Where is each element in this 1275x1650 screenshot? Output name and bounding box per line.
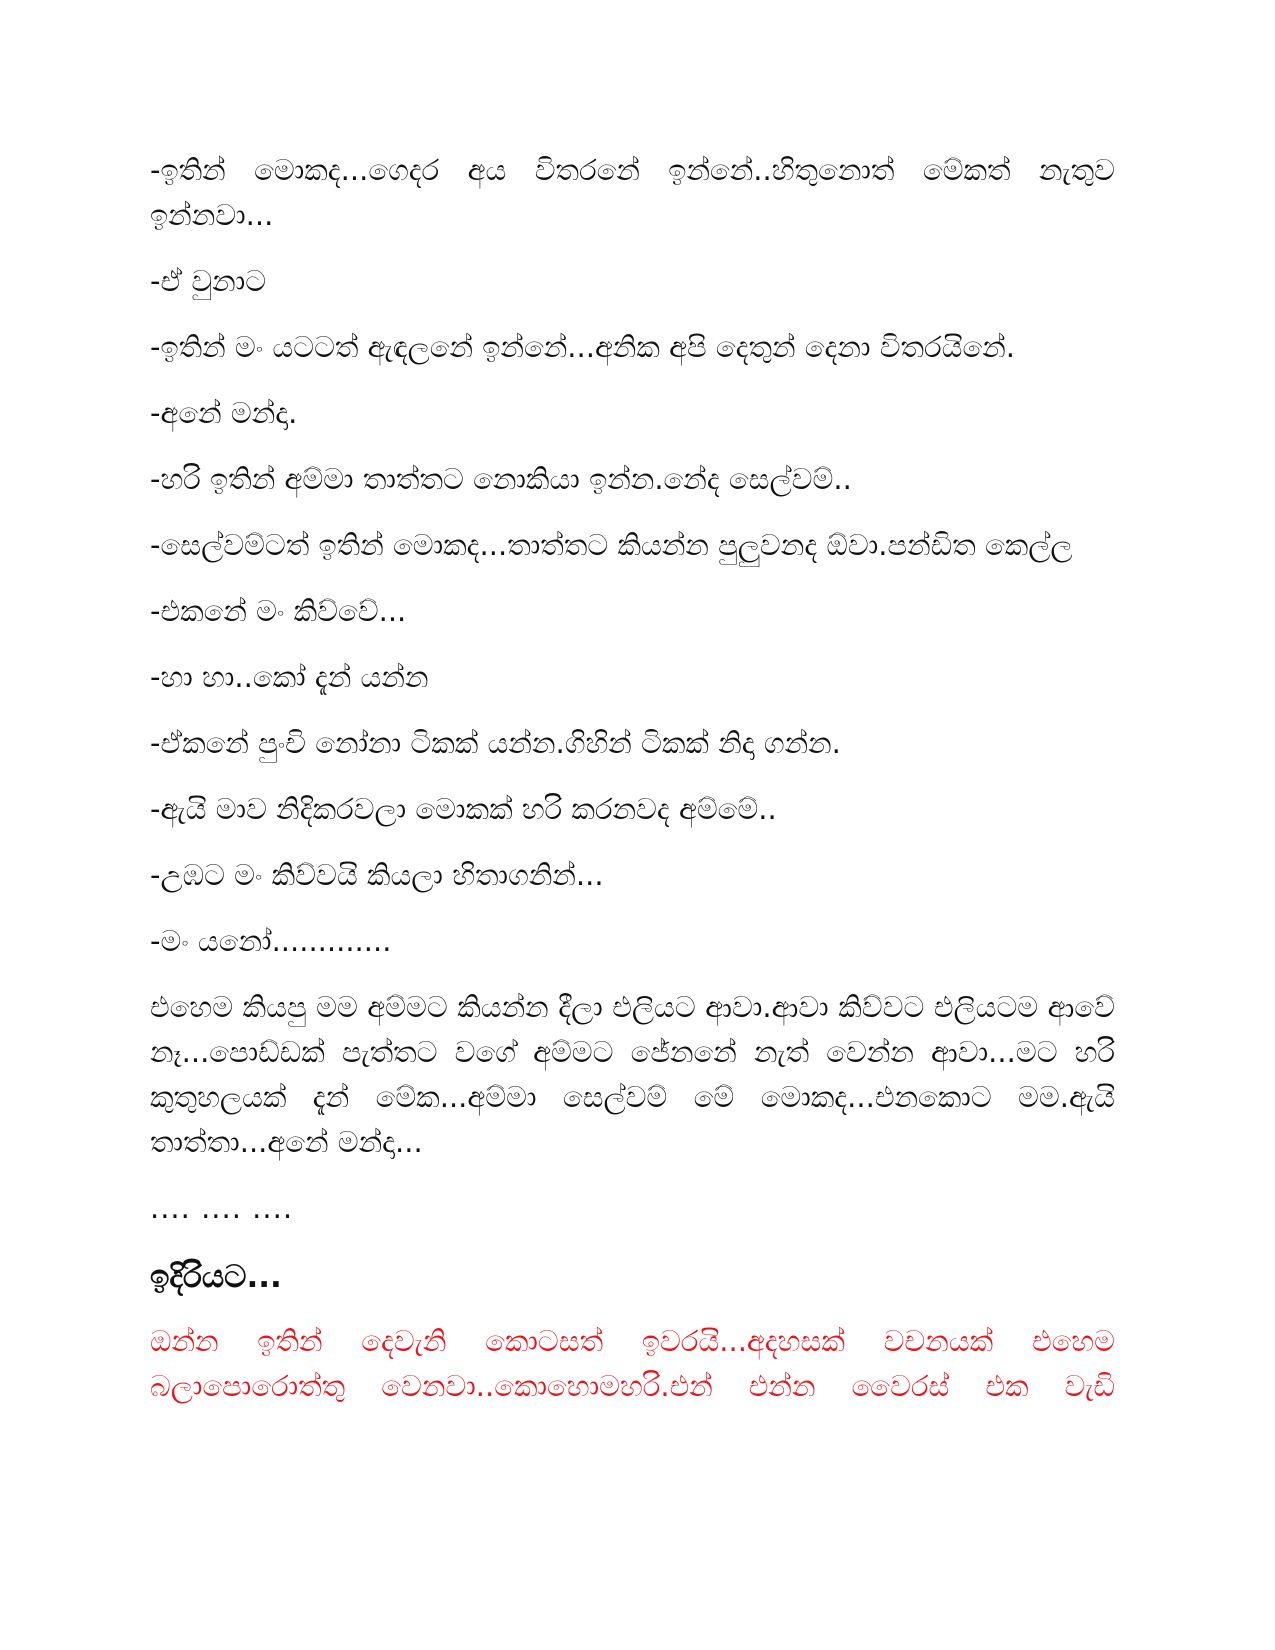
dialogue-line: -ඇයි මාව නිදිකරවලා මොකක් හරි කරනවද අම්මේ.. (150, 792, 777, 826)
dialogue-line: -සෙල්වම්ටත් ඉතින් මොකද...තාත්තට කියන්න පුලුවනද ඕවා.පන්ඩිත කෙල්ල (150, 528, 1073, 562)
dialogue-line: -අනේ මන්දා. (150, 396, 298, 430)
section-separator: .... .... .... (150, 1191, 294, 1225)
dialogue-line: -උඹට මං කිව්වයි කියලා හිතාගනින්... (150, 858, 604, 892)
continued-heading: ඉදිරියට... (150, 1259, 282, 1295)
dialogue-line: -හරි ඉතින් අම්මා තාත්තට නොකියා ඉන්න.නේද සෙල්වම්.. (150, 462, 852, 496)
author-note-line: ඔන්න ඉතින් දෙවැනි කොටසත් ඉවරයි...අදහසක් වචනයක් එහෙම (150, 1324, 1115, 1358)
narration-paragraph: එහෙම කියපු මම අම්මට කියන්න දීලා එලියට ආවා.ආවා කිව්වට එලියටම ආවේ නෑ...පොඩ්ඩක් පැත්තට වගේ අම්මට ජේනනේ නැත් වෙන්න ආවා...මට හරි කුතුහලයක් දැන් මේක...අම්මා සෙල්වම් මේ මොකද...එනකොට මම.ඇයි තාත්තා...අනේ මන්දා... (150, 990, 1115, 1159)
dialogue-line: -මං යනෝ............. (150, 924, 392, 958)
dialogue-line: -හා හා..කෝ දැන් යන්න (150, 660, 429, 694)
page-content (150, 148, 1115, 1409)
author-note-line: බලාපොරොත්තු වෙනවා..කොහොමහරි.එන් එන්න වෛරස් එක වැඩි (150, 1369, 1115, 1403)
dialogue-line: -එකනේ මං කිව්වේ... (150, 594, 407, 628)
dialogue-line: -ඉතින් මොකද...ගෙදර අය විතරනේ ඉන්නේ..හිතුනොත් මේකත් නැතුව ඉන්නවා... (150, 153, 1115, 232)
dialogue-line: -ඒ වුනාට (150, 264, 267, 298)
dialogue-line: -ඒකනේ පුංචි නෝනා ටිකක් යන්න.ගිහින් ටිකක් නිදා ගන්න. (150, 726, 841, 760)
dialogue-line: -ඉතින් මං යටටත් ඇඳලනේ ඉන්නේ...අනික අපි දෙතුන් දෙනා විතරයිනේ. (150, 330, 1015, 364)
